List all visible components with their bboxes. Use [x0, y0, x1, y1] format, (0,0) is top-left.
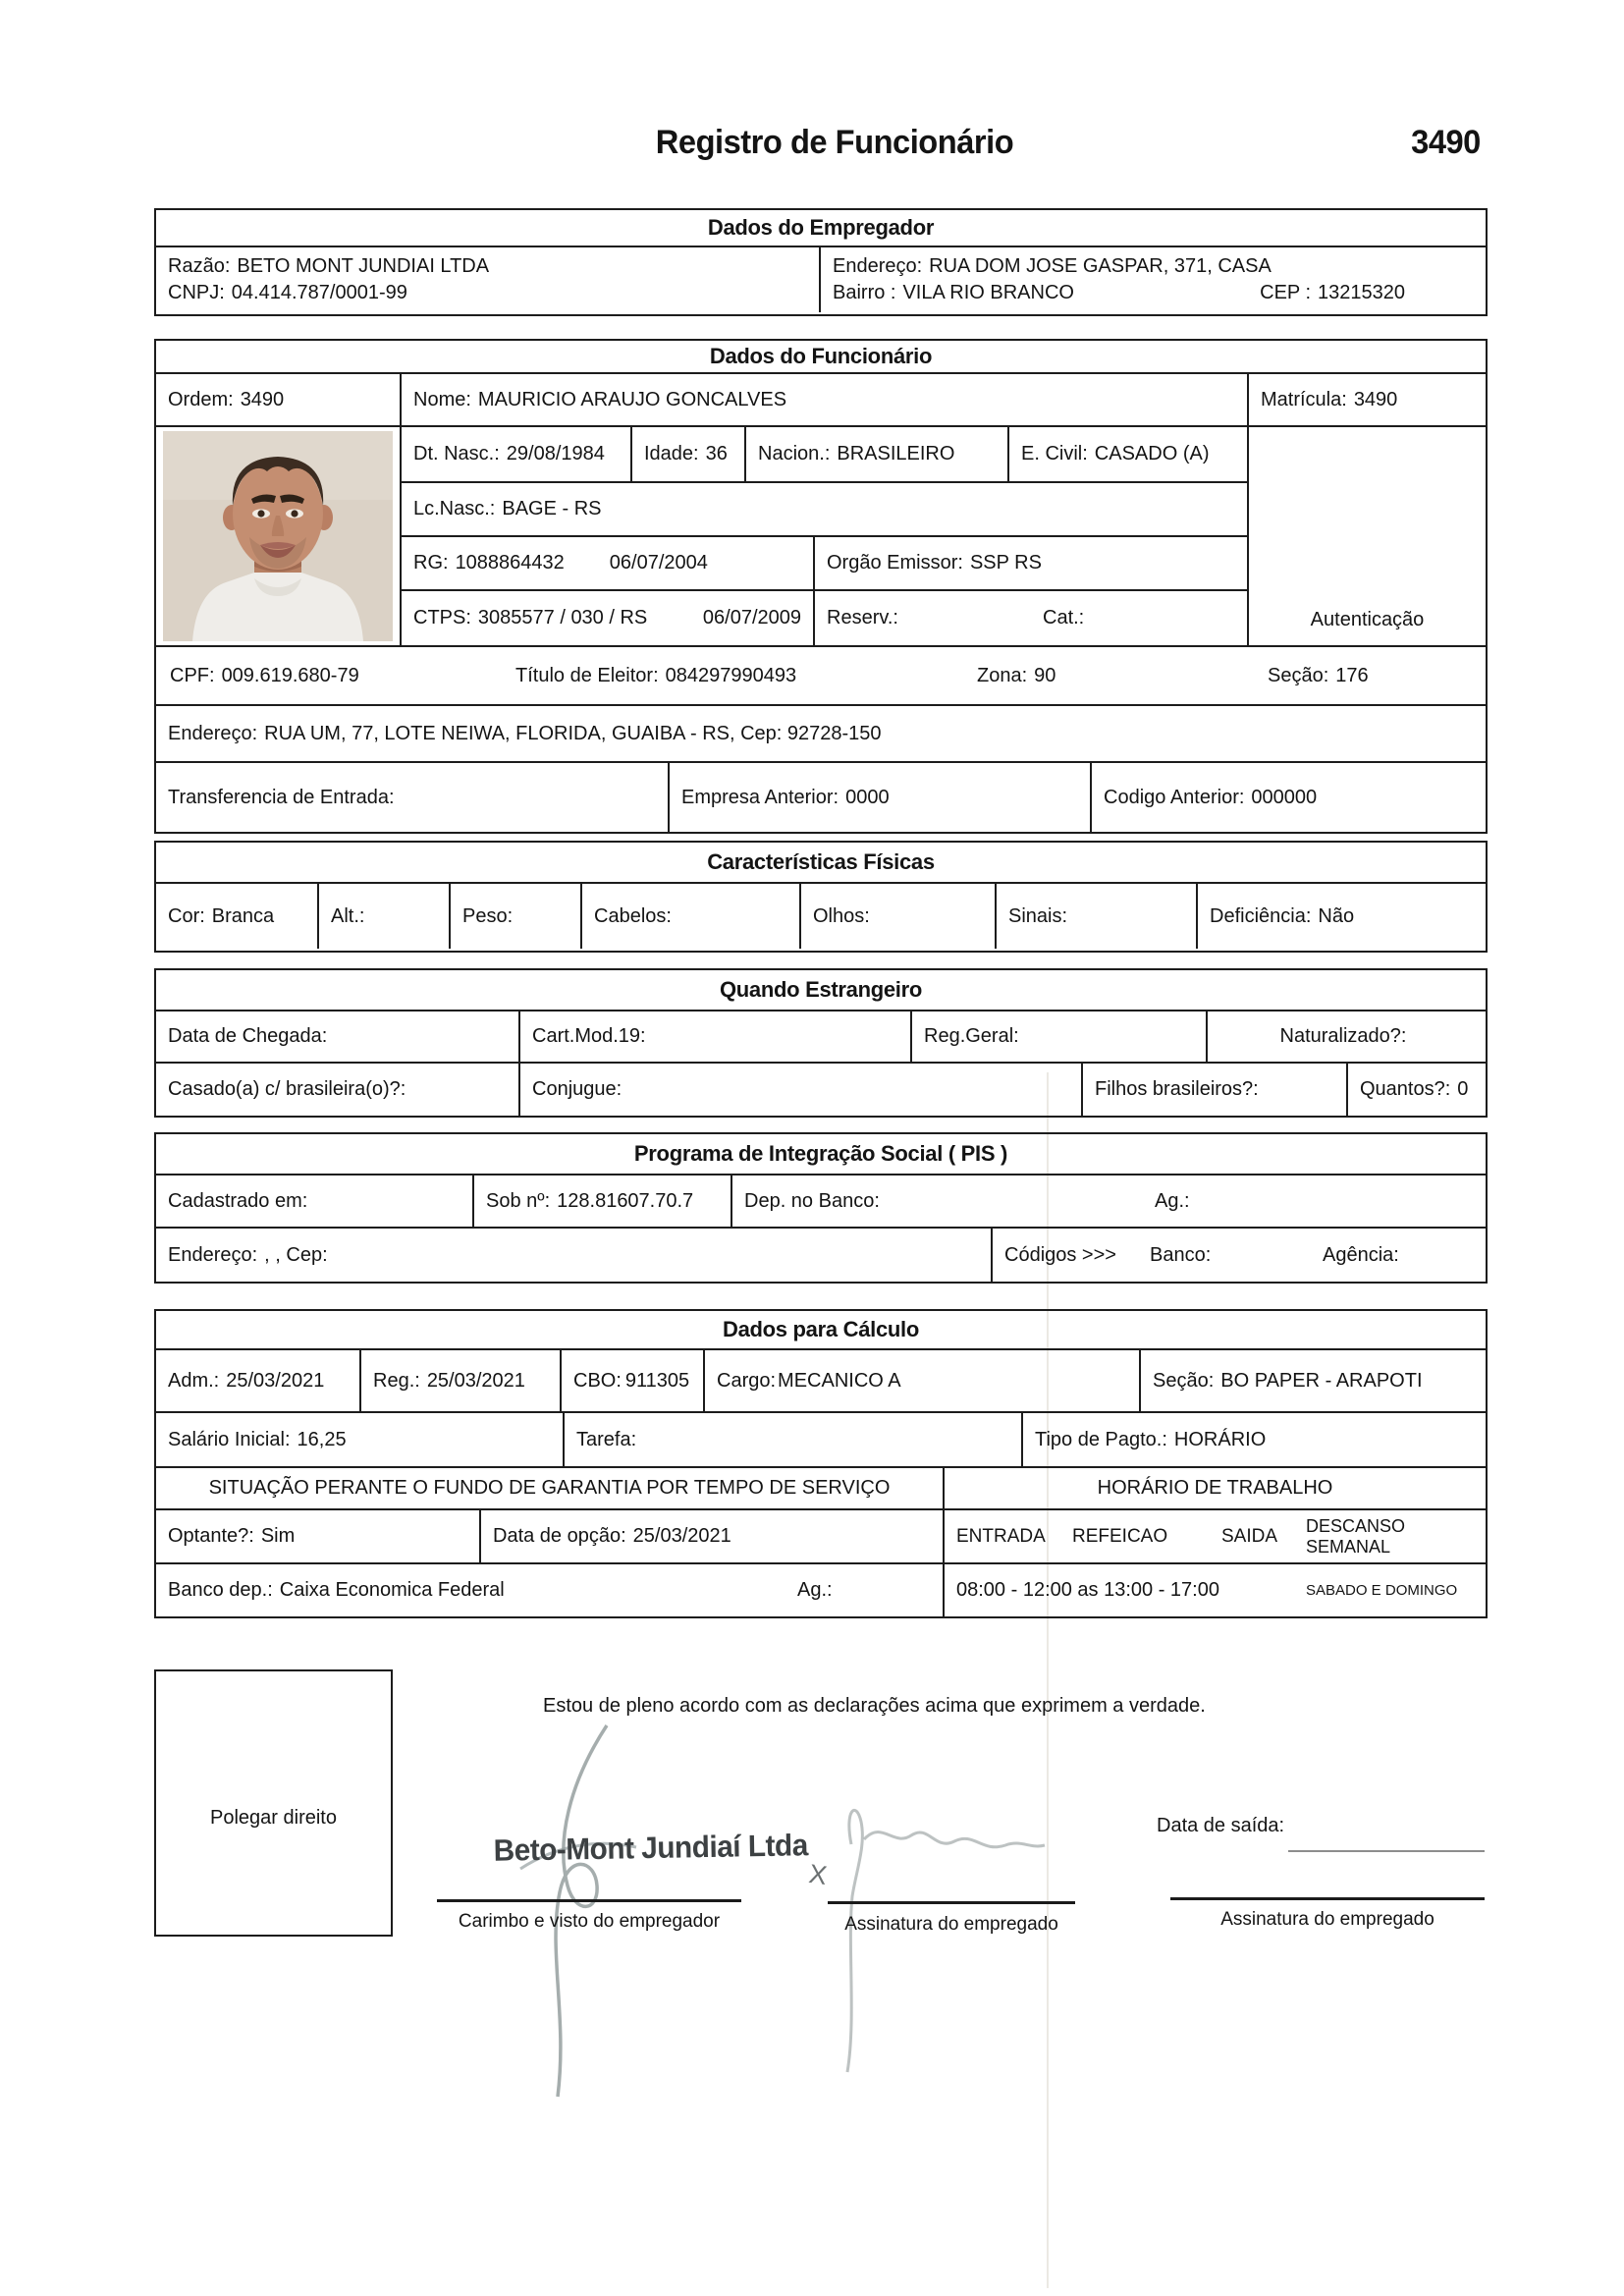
field-data-chegada: Data de Chegada:	[156, 1011, 520, 1062]
horario-valor: 08:00 - 12:00 as 13:00 - 17:00	[956, 1579, 1219, 1601]
field-reg-geral: Reg.Geral:	[912, 1011, 1208, 1062]
field-ordem: Ordem: 3490	[156, 374, 400, 427]
descanso-valor: SABADO E DOMINGO	[1306, 1582, 1458, 1599]
field-quantos: Quantos?: 0	[1360, 1078, 1469, 1100]
section-header: Quando Estrangeiro	[156, 970, 1486, 1011]
fgts-header: SITUAÇÃO PERANTE O FUNDO DE GARANTIA POR TEMPO DE SERVIÇO	[156, 1468, 945, 1508]
field-altura: Alt.:	[319, 884, 451, 949]
field-secao-trabalho: Seção: BO PAPER - ARAPOTI	[1153, 1369, 1423, 1392]
col-saida: SAIDA	[1221, 1525, 1278, 1547]
section-header: Características Físicas	[156, 843, 1486, 884]
field-categoria: Cat.:	[1043, 607, 1085, 629]
employer-right-cell	[821, 247, 1486, 312]
section-header: Dados do Empregador	[156, 210, 1486, 247]
horario-trabalho-header: HORÁRIO DE TRABALHO	[1097, 1477, 1333, 1499]
field-cart-mod19: Cart.Mod.19:	[520, 1011, 912, 1062]
field-peso: Peso:	[451, 884, 582, 949]
horario-colunas	[945, 1510, 1486, 1562]
horario-valores	[945, 1564, 1486, 1616]
field-ctps: CTPS: 3085577 / 030 / RS 06/07/2009	[402, 591, 815, 645]
field-bairro-cep	[833, 282, 1474, 304]
field-endereco-empregador: Endereço: RUA DOM JOSE GASPAR, 371, CASA	[833, 255, 1272, 277]
employer-left-cell	[156, 247, 821, 312]
field-local-nascimento: Lc.Nasc.: BAGE - RS	[413, 498, 602, 519]
field-calculo-ag: Ag.:	[797, 1579, 833, 1601]
codigos-label: Códigos >>>	[1004, 1243, 1116, 1266]
signature-line-employee-1	[828, 1901, 1075, 1904]
field-rg: RG: 1088864432 06/07/2004	[402, 537, 815, 589]
field-sob-numero: Sob nº: 128.81607.70.7	[474, 1175, 732, 1227]
field-conjugue: Conjugue:	[520, 1064, 1083, 1116]
field-cor: Cor: Branca	[156, 884, 319, 949]
field-titulo-eleitor: Título de Eleitor: 084297990493	[515, 664, 797, 686]
field-empresa-anterior: Empresa Anterior: 0000	[670, 763, 1092, 832]
field-cnpj: CNPJ: 04.414.787/0001-99	[168, 282, 407, 303]
field-reserv-cat	[815, 591, 1247, 645]
x-mark: X	[807, 1858, 830, 1891]
field-transferencia: Transferencia de Entrada:	[156, 763, 670, 832]
field-nacionalidade: Nacion.: BRASILEIRO	[746, 427, 1009, 481]
field-pis-ag: Ag.:	[1155, 1189, 1190, 1212]
field-endereco-funcionario: Endereço: RUA UM, 77, LOTE NEIWA, FLORIDA, GUAIBA - RS, Cep: 92728-150	[168, 722, 882, 744]
section-caracteristicas-fisicas	[154, 841, 1488, 953]
field-dep-banco-ag	[732, 1175, 1486, 1227]
field-cargo: Cargo: MECANICO A	[705, 1350, 1141, 1411]
field-razao: Razão: BETO MONT JUNDIAI LTDA	[168, 255, 490, 277]
col-descanso: DESCANSO SEMANAL	[1306, 1515, 1406, 1557]
sig-label-assinatura-2: Assinatura do empregado	[1220, 1909, 1435, 1930]
field-reservista: Reserv.:	[827, 607, 898, 629]
photo-cell	[156, 427, 400, 645]
section-header: Dados do Funcionário	[156, 341, 1486, 374]
field-bairro: Bairro : VILA RIO BRANCO	[833, 282, 1074, 303]
section-header: Programa de Integração Social ( PIS )	[156, 1134, 1486, 1175]
section-dados-funcionario	[154, 339, 1488, 834]
sig-label-carimbo: Carimbo e visto do empregador	[458, 1911, 721, 1932]
field-casado-brasileira: Casado(a) c/ brasileira(o)?:	[156, 1064, 520, 1116]
field-salario-inicial: Salário Inicial: 16,25	[156, 1413, 565, 1466]
field-dt-nasc: Dt. Nasc.: 29/08/1984	[402, 427, 632, 481]
field-codigos	[993, 1229, 1486, 1282]
field-tarefa: Tarefa:	[565, 1413, 1023, 1466]
field-cbo: CBO: 911305	[562, 1350, 705, 1411]
col-entrada: ENTRADA	[956, 1525, 1046, 1547]
section-header: Dados para Cálculo	[156, 1311, 1486, 1350]
field-orgao-emissor: Orgão Emissor: SSP RS	[827, 552, 1042, 574]
page-title: Registro de Funcionário	[655, 124, 1014, 161]
field-tipo-pagamento: Tipo de Pagto.: HORÁRIO	[1035, 1428, 1267, 1450]
field-estado-civil: E. Civil: CASADO (A)	[1021, 443, 1210, 465]
autenticacao-cell	[1249, 427, 1486, 645]
employee-photo	[163, 431, 393, 641]
field-cep: CEP : 13215320	[1260, 282, 1405, 303]
field-banco-deposito	[156, 1564, 945, 1616]
field-dep-banco: Dep. no Banco:	[744, 1189, 880, 1212]
sig-label-assinatura-1: Assinatura do empregado	[844, 1914, 1058, 1935]
form-number: 3490	[1411, 124, 1481, 161]
field-zona: Zona: 90	[977, 664, 1056, 686]
field-rg-data: 06/07/2004	[609, 552, 708, 574]
employer-stamp: Beto-Mont Jundiaí Ltda	[493, 1828, 809, 1868]
field-sinais: Sinais:	[997, 884, 1198, 949]
field-codigo-anterior: Codigo Anterior: 000000	[1104, 786, 1318, 808]
section-dados-calculo	[154, 1309, 1488, 1618]
field-naturalizado: Naturalizado?:	[1279, 1025, 1407, 1047]
field-optante: Optante?: Sim	[156, 1510, 481, 1562]
banco-dep: Banco dep.: Caixa Economica Federal	[168, 1579, 505, 1601]
field-cadastrado-em: Cadastrado em:	[156, 1175, 474, 1227]
employee-signature-scribble	[847, 1810, 1045, 2072]
section-quando-estrangeiro	[154, 968, 1488, 1118]
field-ctps-data: 06/07/2009	[702, 607, 801, 629]
declaration-text: Estou de pleno acordo com as declarações acima que exprimem a verdade.	[543, 1695, 1206, 1717]
field-registro: Reg.: 25/03/2021	[361, 1350, 562, 1411]
field-deficiencia: Deficiência: Não	[1210, 904, 1355, 927]
field-admissao: Adm.: 25/03/2021	[156, 1350, 361, 1411]
field-matricula: Matrícula: 3490	[1249, 374, 1486, 427]
field-banco: Banco:	[1150, 1243, 1212, 1266]
data-saida-label: Data de saída:	[1157, 1815, 1285, 1836]
col-refeicao: REFEICAO	[1072, 1525, 1168, 1547]
field-cpf: CPF: 009.619.680-79	[170, 664, 359, 686]
field-idade: Idade: 36	[632, 427, 746, 481]
field-nome: Nome: MAURICIO ARAUJO GONCALVES	[402, 374, 1247, 427]
data-saida-line	[1288, 1850, 1485, 1852]
field-data-opcao: Data de opção: 25/03/2021	[481, 1510, 945, 1562]
fingerprint-label: Polegar direito	[210, 1806, 337, 1829]
field-agencia: Agência:	[1323, 1243, 1399, 1266]
field-filhos-brasileiros: Filhos brasileiros?:	[1083, 1064, 1348, 1116]
field-olhos: Olhos:	[801, 884, 997, 949]
row-cpf	[156, 647, 1486, 706]
autenticacao-label: Autenticação	[1310, 609, 1425, 630]
section-dados-empregador	[154, 208, 1488, 316]
field-cabelos: Cabelos:	[582, 884, 801, 949]
fingerprint-box	[154, 1669, 393, 1937]
signature-line-employee-2	[1170, 1897, 1485, 1900]
section-pis	[154, 1132, 1488, 1284]
field-pis-endereco: Endereço: , , Cep:	[156, 1229, 993, 1282]
signature-line-employer	[437, 1899, 741, 1902]
field-secao-eleitoral: Seção: 176	[1268, 664, 1369, 686]
